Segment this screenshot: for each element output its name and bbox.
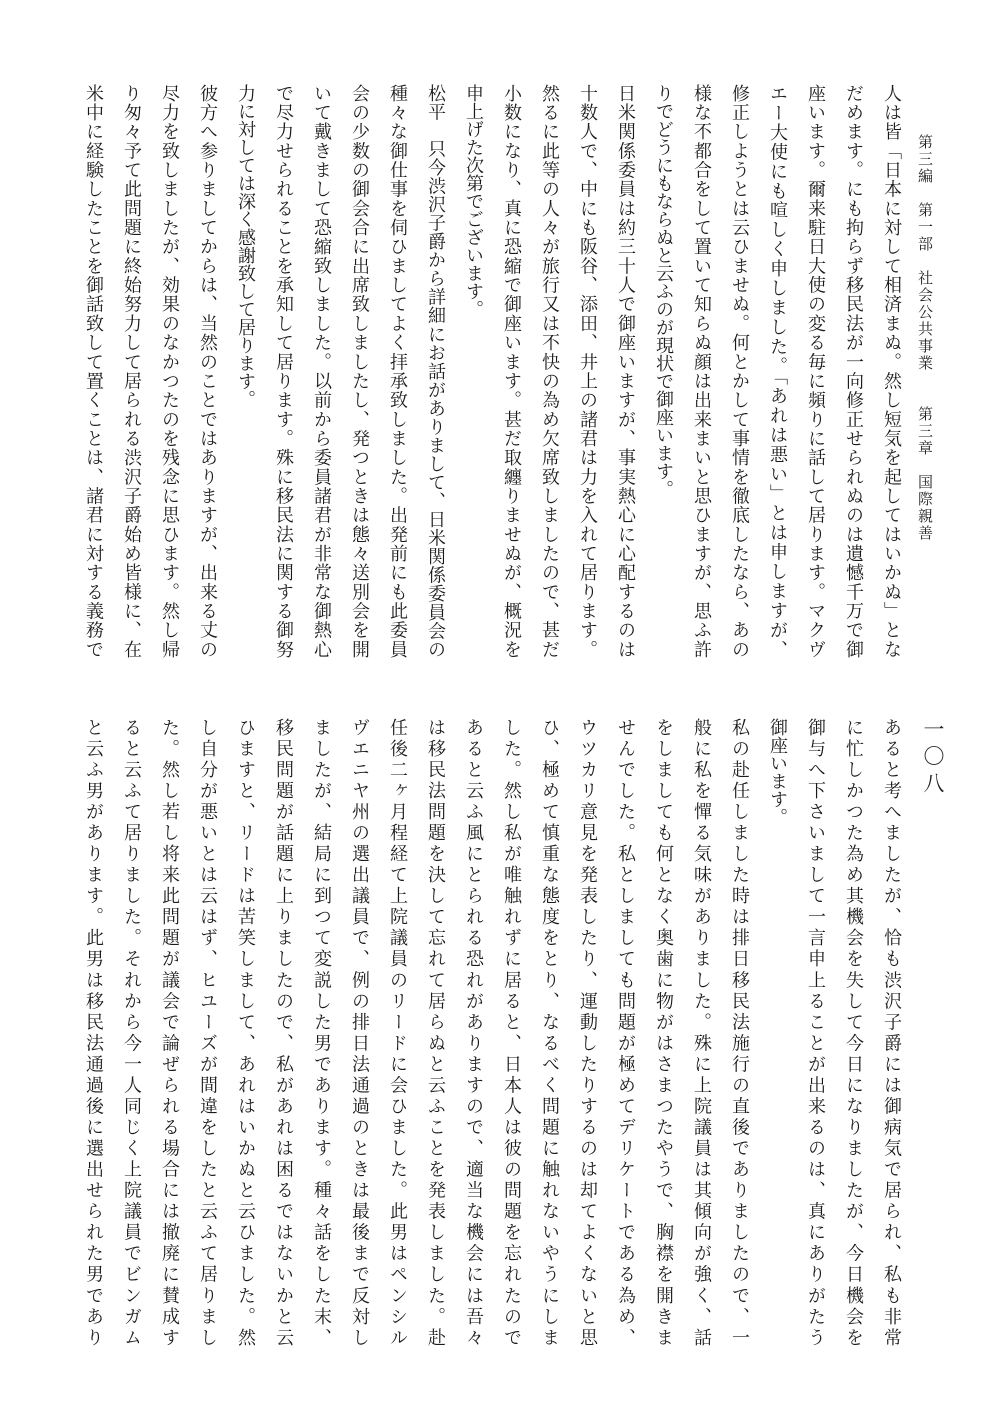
text-column: 般に私を憚る気味がありました。殊に上院議員は其傾向が強く、話 (691, 718, 712, 1347)
text-column: 松平 只今渋沢子爵から詳細にお話がありまして、日米関係委員会の (425, 84, 446, 658)
text-column: ヴエニヤ州の選出議員で、例の排日法通過のときは最後まで反対し (349, 718, 370, 1347)
text-column: 十数人で、中にも阪谷、添田、井上の諸君は力を入れて居ります。 (577, 84, 598, 658)
text-column: あると云ふ風にとられる恐れがありますので、適当な機会には吾々 (463, 718, 484, 1347)
text-column: 修正しようとは云ひませぬ。何とかして事情を徹底したなら、あの (729, 84, 750, 658)
text-column: り匆々予て此問題に終始努力して居られる渋沢子爵始め皆様に、在 (121, 84, 142, 658)
text-column: ると云ふて居りました。それから今一人同じく上院議員でビンガム (121, 718, 142, 1346)
text-column: 御与へ下さいまして一言申上ることが出来るのは、真にありがたう (805, 718, 826, 1346)
text-column: 日米関係委員は約三十人で御座いますが、事実熱心に心配するのは (615, 84, 636, 658)
text-column: 任後二ヶ月程経て上院議員のリードに会ひました。此男はペンシル (387, 718, 408, 1347)
text-column: エー大使にも喧しく申しました。「あれは悪い」とは申しますが、 (767, 84, 788, 658)
text-column: 然るに此等の人々が旅行又は不快の為め欠席致しましたので、甚だ (539, 84, 560, 658)
text-column: ウツカリ意見を発表したり、運動したりするのは却てよくないと思 (577, 718, 598, 1347)
running-header: 第三編 第一部 社会公共事業 第三章 国際親善 (916, 134, 934, 542)
text-column: し自分が悪いとは云はず、ヒユーズが間違をしたと云ふて居りまし (197, 718, 218, 1347)
text-column: 私の赴任しました時は排日移民法施行の直後でありましたので、一 (729, 718, 750, 1346)
text-column: 小数になり、真に恐縮で御座います。甚だ取纏りませぬが、概況を (501, 84, 522, 659)
text-column: せんでした。私としましても問題が極めてデリケートである為め、 (615, 718, 636, 1346)
text-column: 会の少数の御会合に出席致しましたし、発つときは態々送別会を開 (349, 84, 370, 658)
text-column: した。然し私が唯触れずに居ると、日本人は彼の問題を忘れたので (501, 718, 522, 1346)
text-column: 尽力を致しましたが、効果のなかつたのを残念に思ひます。然し帰 (159, 84, 180, 658)
page-number: 一〇八 (921, 718, 945, 799)
text-column: をしましても何となく奥歯に物がはさまつたやうで、胸襟を開きま (653, 718, 674, 1347)
text-column: 人は皆「日本に対して相済まぬ。然し短気を起してはいかぬ」とな (881, 84, 902, 658)
text-column: 申上げた次第でございます。 (463, 84, 484, 318)
text-column: 種々な御仕事を伺ひましてよく拝承致しました。出発前にも此委員 (387, 84, 408, 658)
text-column: だめます。にも拘らず移民法が一向修正せられぬのは遺憾千万で御 (843, 84, 864, 658)
text-column: ましたが、結局に到つて変説した男であります。種々話をした末、 (311, 718, 332, 1346)
text-column: と云ふ男があります。此男は移民法通過後に選出せられた男であり (83, 718, 104, 1347)
text-column: た。然し若し将来此問題が議会で論ぜられる場合には撤廃に賛成す (159, 718, 180, 1347)
text-column: ひ、極めて慎重な態度をとり、なるべく問題に触れないやうにしま (539, 718, 560, 1346)
text-column: で尽力せられることを承知して居ります。殊に移民法に関する御努 (273, 84, 294, 659)
text-column: あると考へましたが、恰も渋沢子爵には御病気で居られ、私も非常 (881, 718, 902, 1347)
text-column: 座います。爾来駐日大使の変る毎に頻りに話して居ります。マクヴ (805, 84, 826, 658)
text-column: 御座います。 (767, 718, 788, 826)
text-column: 力に対しては深く感謝致して居ります。 (235, 84, 256, 408)
text-column: は移民法問題を決して忘れて居らぬと云ふことを発表しました。赴 (425, 718, 446, 1346)
text-column: いて戴きまして恐縮致しました。以前から委員諸君が非常な御熱心 (311, 84, 332, 658)
text-column: りでどうにもならぬと云ふのが現状で御座います。 (653, 84, 674, 498)
text-column: 移民問題が話題に上りましたので、私があれは困るではないかと云 (273, 718, 294, 1346)
top-text-block (74, 84, 910, 658)
text-column: 米中に経験したことを御話致して置くことは、諸君に対する義務で (83, 84, 104, 658)
text-column: 彼方へ参りましてからは、当然のことではありますが、出来る丈の (197, 84, 218, 658)
bottom-text-block (74, 718, 910, 1346)
text-column: ひますと、リードは苦笑しまして、あれはいかぬと云ひました。然 (235, 718, 256, 1346)
text-column: 様な不都合をして置いて知らぬ顔は出来まいと思ひますが、思ふ許 (691, 84, 712, 659)
text-column: に忙しかつた為め其機会を失して今日になりましたが、今日機会を (843, 718, 864, 1346)
